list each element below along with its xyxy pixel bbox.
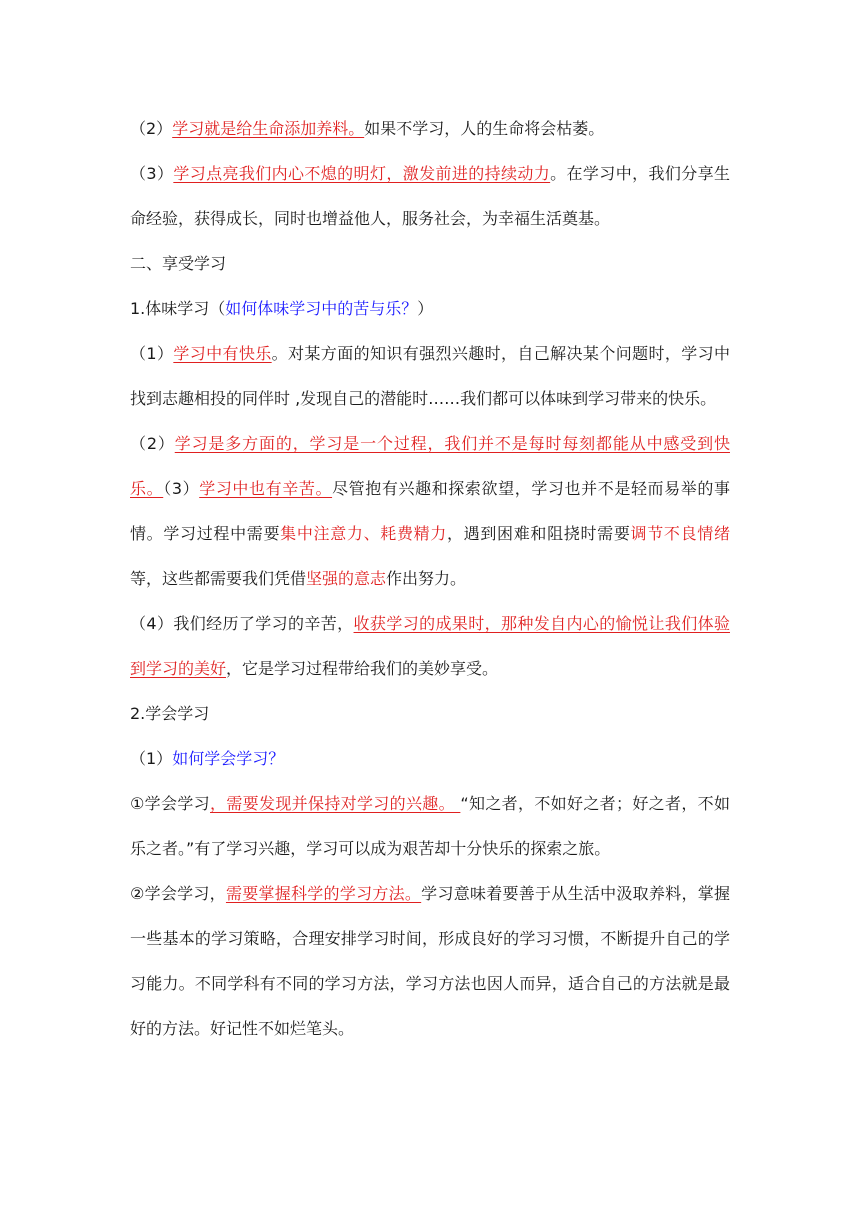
question-how-to-learn	[130, 736, 730, 781]
paragraph-text: “知之者，不如好之者；好之者，不如乐之者。”有了学习兴趣，学习可以成为艰苦却十分快乐的探索之旅。	[130, 794, 730, 858]
item-number: （2）	[130, 119, 173, 138]
paragraph-text: 学习意味着要善于从生活中汲取养料，掌握一些基本的学习策略，合理安排学习时间，形成良好的学习习惯，不断提升自己的学习能力。不同学科有不同的学习方法，学习方法也因人而异，适合自己的方法就是最好的方法。好记性不如烂笔头。	[130, 884, 730, 1038]
subheading-close: ）	[417, 299, 434, 318]
subheading-experience-learning	[130, 286, 730, 331]
document-body	[130, 106, 730, 1051]
paragraph-method	[130, 871, 730, 1051]
item-number: （3）	[130, 164, 174, 183]
paragraph-text: ，遇到困难和阻挠时需要	[447, 524, 631, 543]
paragraph-text: ，它是学习过程带给我们的美妙享受。	[226, 659, 499, 678]
subheading-label: 1.体味学习（	[130, 299, 226, 318]
key-point: 学习中有快乐	[173, 344, 272, 363]
paragraph-text: ②学会学习，	[130, 884, 226, 903]
paragraph-interest	[130, 781, 730, 871]
key-point: 学习就是给生命添加养料。	[172, 119, 365, 138]
item-number: （2）	[130, 434, 175, 453]
item-number: （1）	[130, 344, 174, 363]
key-point: 学习是多方面的，学习是一个过程，我们并不是每时每刻都能从中感受到快乐。	[130, 434, 730, 498]
section-heading-enjoy-learning: 二、享受学习	[130, 254, 227, 273]
paragraph-text: 如果不学习，人的生命将会枯萎。	[364, 119, 605, 138]
question-text: 如何体味学习中的苦与乐？	[225, 299, 418, 318]
paragraph-learning-lamp	[130, 151, 730, 241]
paragraph-text: ①学会学习	[130, 794, 210, 813]
question-text: 如何学会学习？	[172, 749, 285, 768]
paragraph-text: 作出努力。	[386, 569, 467, 588]
key-point: 学习点亮我们内心不熄的明灯，激发前进的持续动力	[173, 164, 551, 183]
subheading-learn-to-learn: 2.学会学习	[130, 704, 210, 723]
highlight-text: 集中注意力、耗费精力	[280, 524, 447, 543]
key-point: 学习中也有辛苦。	[199, 479, 333, 498]
paragraph-hardship-in-learning	[130, 421, 730, 601]
highlight-text: 坚强的意志	[306, 569, 387, 588]
key-point: 收获学习的成果时，那种发自内心的愉悦让我们体验到学习的美好	[130, 614, 730, 678]
item-number: （3）	[163, 479, 200, 498]
paragraph-text: 等，这些都需要我们凭借	[130, 569, 307, 588]
item-number: （1）	[130, 749, 173, 768]
highlight-text: 调节不良情绪	[630, 524, 730, 543]
paragraph-joy-in-learning	[130, 331, 730, 421]
paragraph-text: 尽管抱有兴趣和探索欲望，学习也并不是轻而易举的事情。学习过程中需要	[130, 479, 730, 543]
paragraph-learning-nourishes-life	[130, 106, 730, 151]
paragraph-text: （4）我们经历了学习的辛苦，	[130, 614, 354, 633]
paragraph-text: 。在学习中，我们分享生命经验，获得成长，同时也增益他人，服务社会，为幸福生活奠基。	[130, 164, 730, 228]
paragraph-text: 。对某方面的知识有强烈兴趣时，自己解决某个问题时，学习中找到志趣相投的同伴时 ,发现自己的潜能时……我们都可以体味到学习带来的快乐。	[130, 344, 730, 408]
key-point: ，需要发现并保持对学习的兴趣。	[210, 794, 461, 813]
paragraph-beauty-of-learning	[130, 601, 730, 691]
key-point: 需要掌握科学的学习方法。	[225, 884, 422, 903]
